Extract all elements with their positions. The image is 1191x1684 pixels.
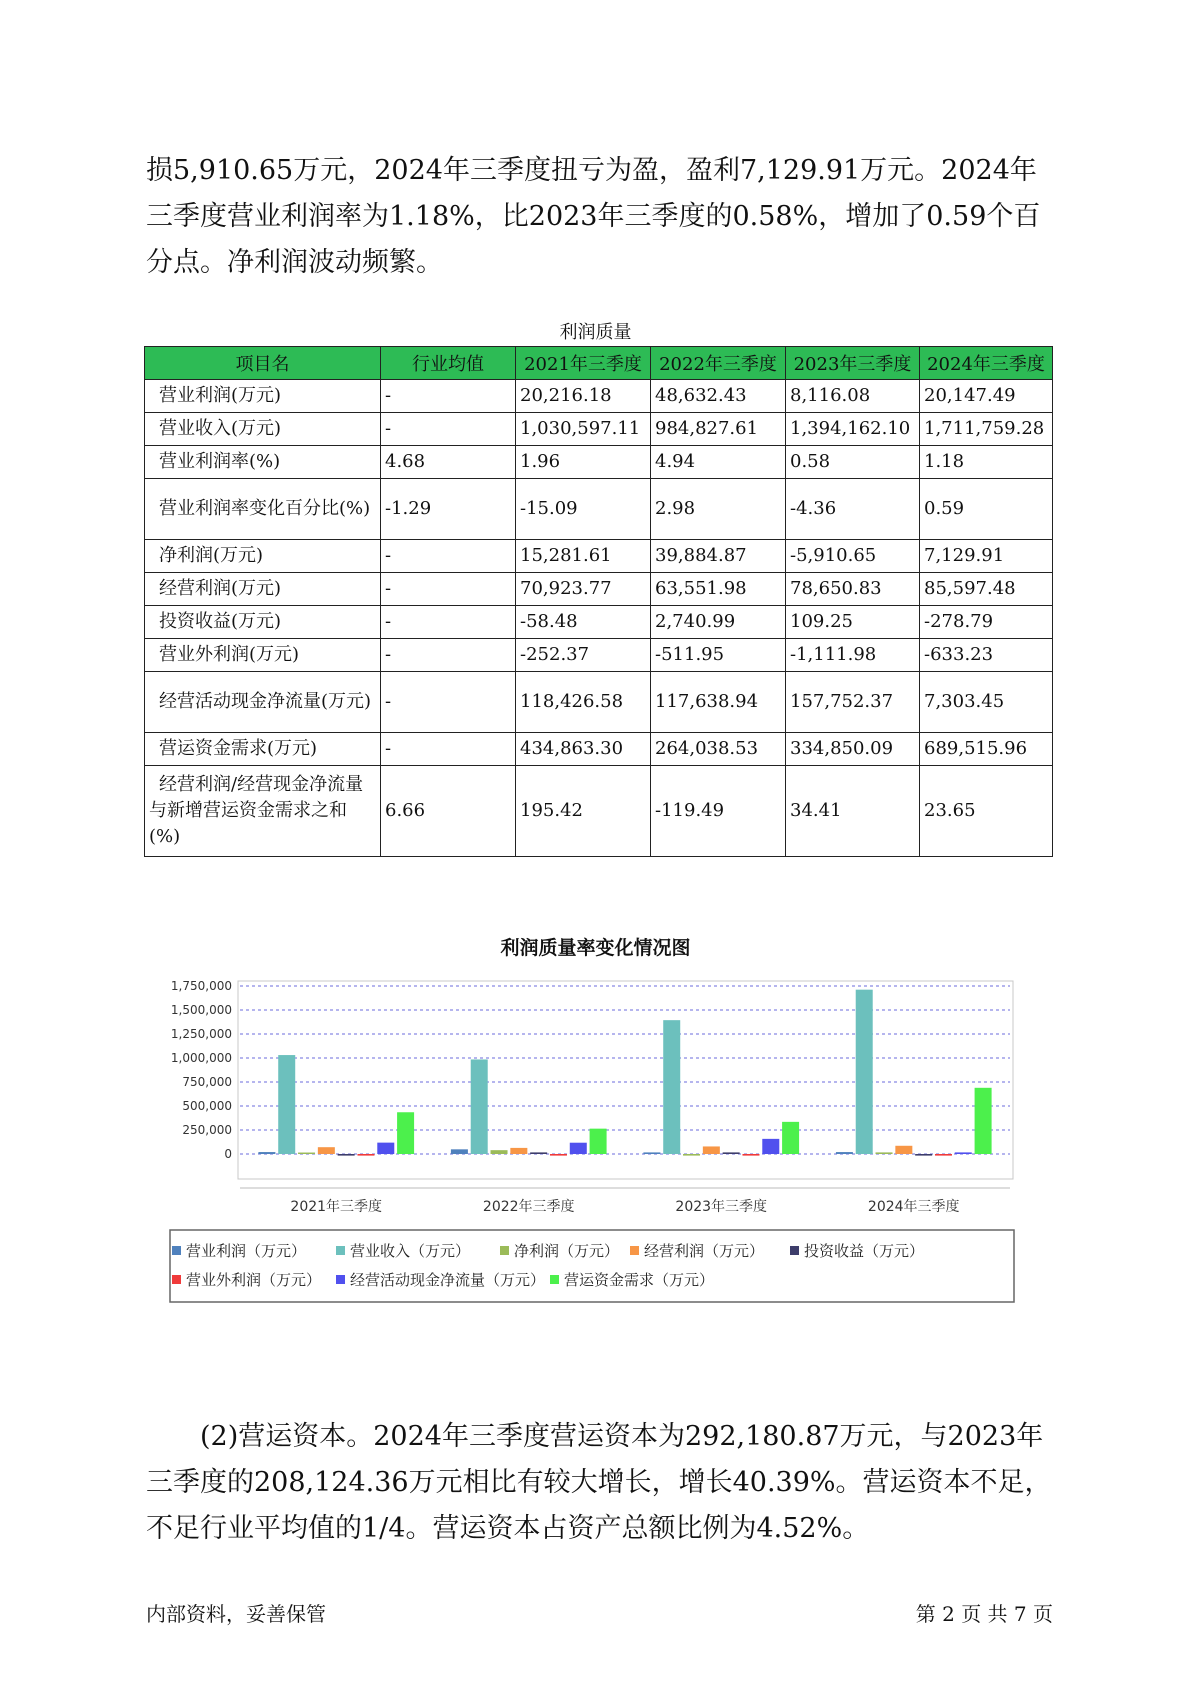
legend-swatch [630,1246,639,1255]
y-tick-label: 1,250,000 [170,1027,232,1041]
bar [703,1146,720,1154]
paragraph-text: (2)营运资本。2024年三季度营运资本为292,180.87万元，与2023年三季度的208,124.36万元相比有较大增长，增长40.39%。营运资本不足，不足行业平均值的1/4。营运资本占资产总额比例为4.52%。 [146,1421,1052,1544]
row-label: 经营活动现金净流量(万元) [145,672,381,733]
cell-value: - [381,606,516,639]
cell-value: 6.66 [381,766,516,857]
cell-value: 85,597.48 [920,573,1053,606]
bar [590,1129,607,1154]
cell-value: 8,116.08 [786,380,920,413]
paragraph-text: 损5,910.65万元，2024年三季度扭亏为盈，盈利7,129.91万元。2024年三季度营业利润率为1.18%，比2023年三季度的0.58%，增加了0.59个百分点。净利润波动频繁。 [146,155,1041,278]
bar [762,1139,779,1154]
bar [491,1150,508,1154]
table-row [145,413,1053,446]
legend-swatch [336,1246,345,1255]
bar [663,1020,680,1154]
cell-value: -1,111.98 [786,639,920,672]
legend-label: 营运资金需求（万元） [564,1271,715,1289]
bar [550,1154,567,1156]
cell-value: - [381,540,516,573]
cell-value: -633.23 [920,639,1053,672]
table-row [145,540,1053,573]
cell-value: 0.59 [920,479,1053,540]
cell-value: 195.42 [516,766,651,857]
cell-value: - [381,733,516,766]
legend-label: 营业利润（万元） [186,1242,307,1260]
row-label: 营业收入(万元) [145,413,381,446]
footer-note: 内部资料，妥善保管 [146,1602,326,1626]
column-header: 2021年三季度 [516,347,651,380]
cell-value: 20,147.49 [920,380,1053,413]
bar [895,1146,912,1154]
x-tick-label: 2023年三季度 [675,1199,768,1215]
cell-value: - [381,672,516,733]
cell-value: 117,638.94 [651,672,786,733]
cell-value: 48,632.43 [651,380,786,413]
row-label: 经营利润(万元) [145,573,381,606]
legend-label: 净利润（万元） [514,1242,620,1260]
cell-value: -278.79 [920,606,1053,639]
row-label: 净利润(万元) [145,540,381,573]
cell-value: 264,038.53 [651,733,786,766]
legend-label: 投资收益（万元） [804,1242,925,1260]
bar [377,1143,394,1154]
bar [570,1143,587,1154]
bar [856,990,873,1154]
chart-title: 利润质量率变化情况图 [500,937,691,959]
cell-value: -252.37 [516,639,651,672]
cell-value: 1,711,759.28 [920,413,1053,446]
row-label: 经营利润/经营现金净流量与新增营运资金需求之和(%) [145,766,381,857]
cell-value: 118,426.58 [516,672,651,733]
cell-value: 4.94 [651,446,786,479]
cell-value: 20,216.18 [516,380,651,413]
table-row [145,380,1053,413]
y-tick-label: 750,000 [182,1075,232,1089]
bar [318,1147,335,1154]
bar [357,1154,374,1156]
cell-value: -4.36 [786,479,920,540]
cell-value: 689,515.96 [920,733,1053,766]
bar [278,1055,295,1154]
cell-value: 7,303.45 [920,672,1053,733]
bar [915,1154,932,1156]
cell-value: 70,923.77 [516,573,651,606]
y-tick-label: 1,500,000 [170,1003,232,1017]
cell-value: 0.58 [786,446,920,479]
cell-value: -58.48 [516,606,651,639]
cell-value: 109.25 [786,606,920,639]
table-row [145,639,1053,672]
bar [782,1122,799,1154]
page-number: 第 2 页 共 7 页 [915,1602,1053,1626]
table-row [145,446,1053,479]
cell-value: 157,752.37 [786,672,920,733]
table-caption: 利润质量 [559,322,632,343]
row-label: 投资收益(万元) [145,606,381,639]
cell-value: 984,827.61 [651,413,786,446]
legend-swatch [550,1275,559,1284]
legend-swatch [336,1275,345,1284]
y-tick-label: 250,000 [182,1123,232,1137]
table-row [145,733,1053,766]
x-tick-label: 2022年三季度 [482,1199,575,1215]
bar [683,1154,700,1156]
cell-value: -5,910.65 [786,540,920,573]
table-row [145,766,1053,857]
bar [876,1152,893,1154]
legend-label: 经营活动现金净流量（万元） [350,1271,546,1289]
bar [742,1154,759,1156]
cell-value: 1.96 [516,446,651,479]
legend-label: 营业收入（万元） [350,1242,471,1260]
bar [530,1152,547,1154]
cell-value: -511.95 [651,639,786,672]
legend-swatch [500,1246,509,1255]
y-tick-label: 1,750,000 [170,979,232,993]
column-header: 2022年三季度 [651,347,786,380]
table-row [145,672,1053,733]
working-capital-paragraph [146,1414,1056,1552]
y-tick-label: 500,000 [182,1099,232,1113]
bar [723,1152,740,1154]
legend-swatch [172,1246,181,1255]
cell-value: 334,850.09 [786,733,920,766]
cell-value: 1.18 [920,446,1053,479]
legend-swatch [790,1246,799,1255]
y-tick-label: 0 [224,1147,232,1161]
column-header: 行业均值 [381,347,516,380]
bar [643,1152,660,1154]
intro-paragraph [146,148,1056,286]
bar [298,1153,315,1154]
cell-value: 39,884.87 [651,540,786,573]
legend-label: 营业外利润（万元） [186,1271,322,1289]
cell-value: 34.41 [786,766,920,857]
cell-value: 15,281.61 [516,540,651,573]
table-row [145,479,1053,540]
bar [451,1149,468,1154]
row-label: 营业外利润(万元) [145,639,381,672]
y-tick-label: 1,000,000 [170,1051,232,1065]
cell-value: 7,129.91 [920,540,1053,573]
bar [975,1088,992,1154]
bar [955,1152,972,1154]
table-row [145,606,1053,639]
column-header: 项目名 [145,347,381,380]
cell-value: 2.98 [651,479,786,540]
legend-box [170,1230,1014,1302]
bar-chart [160,966,1030,1382]
cell-value: 4.68 [381,446,516,479]
bar [510,1148,527,1154]
cell-value: 1,030,597.11 [516,413,651,446]
cell-value: -1.29 [381,479,516,540]
x-tick-label: 2024年三季度 [867,1199,960,1215]
cell-value: - [381,573,516,606]
x-tick-label: 2021年三季度 [290,1199,383,1215]
cell-value: -119.49 [651,766,786,857]
legend-swatch [172,1275,181,1284]
bar [397,1112,414,1154]
cell-value: 78,650.83 [786,573,920,606]
column-header: 2024年三季度 [920,347,1053,380]
row-label: 营业利润率变化百分比(%) [145,479,381,540]
row-label: 营业利润率(%) [145,446,381,479]
cell-value: 23.65 [920,766,1053,857]
bar [935,1154,952,1156]
table-row [145,573,1053,606]
column-header: 2023年三季度 [786,347,920,380]
profit-quality-table [144,346,1053,857]
cell-value: - [381,639,516,672]
row-label: 营运资金需求(万元) [145,733,381,766]
bar [338,1154,355,1156]
cell-value: -15.09 [516,479,651,540]
cell-value: 2,740.99 [651,606,786,639]
table-header-row [145,347,1053,380]
row-label: 营业利润(万元) [145,380,381,413]
cell-value: - [381,380,516,413]
bar [471,1059,488,1154]
bar [258,1152,275,1154]
bar [836,1152,853,1154]
cell-value: 1,394,162.10 [786,413,920,446]
cell-value: - [381,413,516,446]
cell-value: 63,551.98 [651,573,786,606]
cell-value: 434,863.30 [516,733,651,766]
legend-label: 经营利润（万元） [644,1242,765,1260]
